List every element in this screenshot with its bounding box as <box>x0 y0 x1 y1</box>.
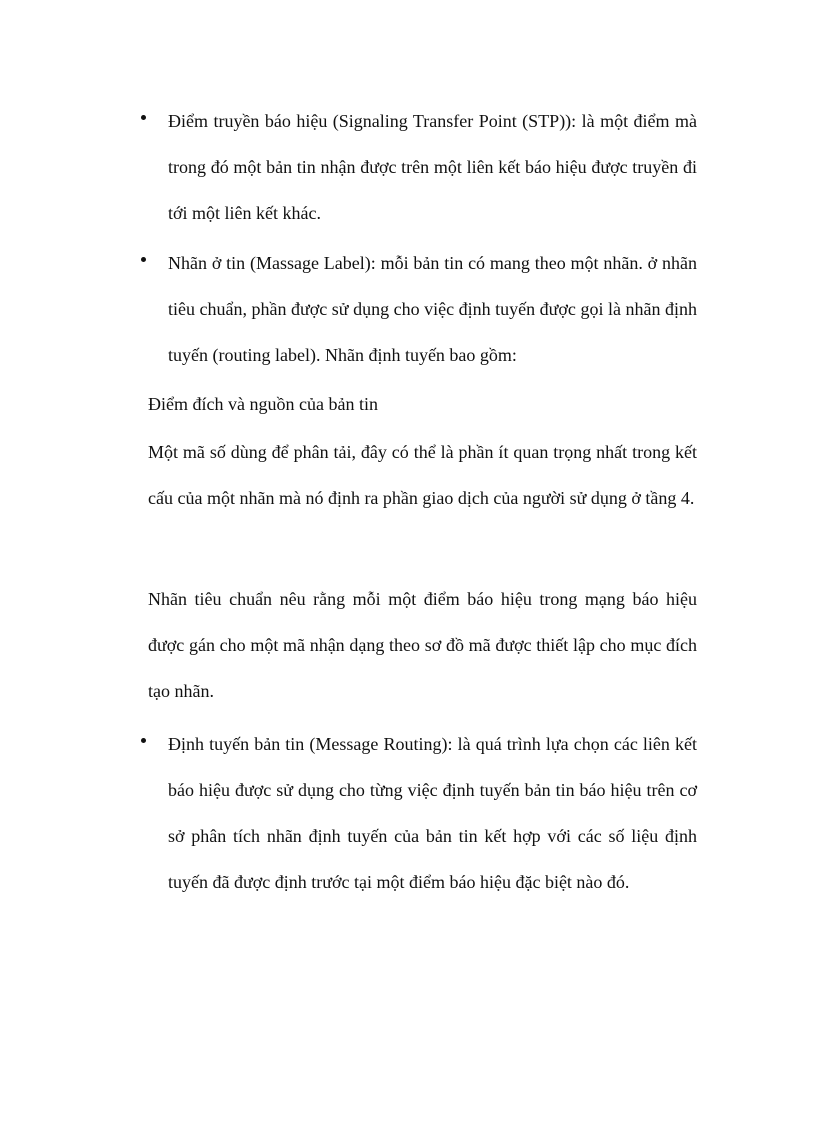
paragraph-load-sharing-code: Một mã số dùng để phân tải, đây có thể là phần ít quan trọng nhất trong kết cấu của một nhãn mà nó định ra phần giao dịch của người sử dụng ở tầng 4. <box>148 442 697 508</box>
paragraph-standard-label: Nhãn tiêu chuẩn nêu rằng mỗi một điểm báo hiệu trong mạng báo hiệu được gán cho một mã nhận dạng theo sơ đồ mã được thiết lập cho mục đích tạo nhãn. <box>148 589 697 701</box>
bullet-item-stp <box>141 98 697 236</box>
paragraph-destination-source: Điểm đích và nguồn của bản tin <box>148 394 378 414</box>
bullet-item-message-routing <box>141 721 697 905</box>
bullet-dot-icon <box>141 738 146 743</box>
bullet-dot-icon <box>141 257 146 262</box>
bullet-text: Điểm truyền báo hiệu (Signaling Transfer Point (STP)): là một điểm mà trong đó một bản tin nhận được trên một liên kết báo hiệu được truyền đi tới một liên kết khác. <box>168 111 697 223</box>
bullet-item-message-label <box>141 240 697 378</box>
bullet-dot-icon <box>141 115 146 120</box>
bullet-text: Nhãn ở tin (Massage Label): mỗi bản tin có mang theo một nhãn. ở nhãn tiêu chuẩn, phần được sử dụng cho việc định tuyến được gọi là nhãn định tuyến (routing label). Nhãn định tuyến bao gồm: <box>168 253 697 365</box>
bullet-text: Định tuyến bản tin (Message Routing): là quá trình lựa chọn các liên kết báo hiệu được sử dụng cho từng việc định tuyến bản tin báo hiệu trên cơ sở phân tích nhãn định tuyến của bản tin kết hợp với các số liệu định tuyến đã được định trước tại một điểm báo hiệu đặc biệt nào đó. <box>168 734 697 892</box>
